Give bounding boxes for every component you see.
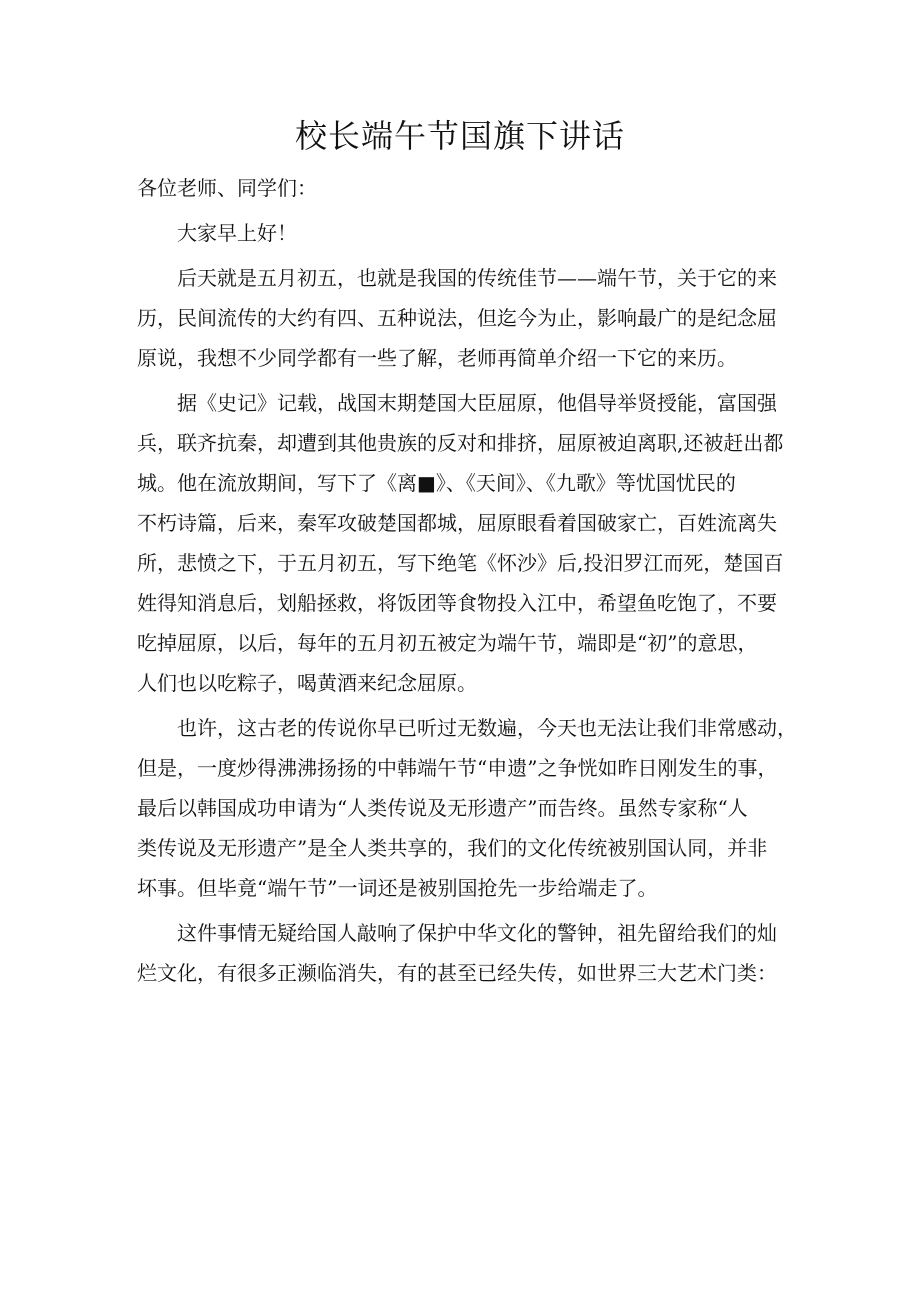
text-line: 也许，这古老的传说你早已听过无数遍，今天也无法让我们非常感动， [177, 716, 797, 740]
document-title: 校长端午节国旗下讲话 [294, 117, 625, 155]
text-line: 类传说及无形遗产”是全人类共享的，我们的文化传统被别国认同，并非 [137, 836, 768, 860]
text-line: 各位老师、同学们： [137, 176, 317, 200]
text-line: 但是，一度炒得沸沸扬扬的中韩端午节“申遗”之争恍如昨日刚发生的事， [137, 756, 778, 780]
document-body [137, 168, 795, 993]
text-line: 兵，联齐抗秦，却遭到其他贵族的反对和排挤，屈原被迫离职,还被赶出都 [137, 431, 784, 455]
text-line: 历，民间流传的大约有四、五种说法，但迄今为止，影响最广的是纪念屈 [137, 306, 777, 330]
text-line: 城。他在流放期间，写下了《离■》、《天间》、《九歌》等忧国忧民的 [137, 471, 736, 495]
text-line: 后天就是五月初五，也就是我国的传统佳节——端午节，关于它的来 [177, 266, 777, 290]
text-line: 不朽诗篇，后来，秦军攻破楚国都城，屈原眼看着国破家亡，百姓流离失 [137, 511, 777, 535]
text-line: 大家早上好！ [177, 221, 297, 245]
text-line: 据《史记》记载，战国末期楚国大臣屈原，他倡导举贤授能，富国强 [177, 391, 777, 415]
text-line: 最后以韩国成功申请为“人类传说及无形遗产”而告终。虽然专家称“人 [137, 796, 748, 820]
text-line: 姓得知消息后，划船拯救，将饭团等食物投入江中，希望鱼吃饱了，不要 [137, 591, 777, 615]
text-line: 这件事情无疑给国人敲响了保护中华文化的警钟，祖先留给我们的灿 [177, 921, 777, 945]
text-line: 坏事。但毕竟“端午节”一词还是被别国抢先一步给端走了。 [137, 876, 658, 900]
text-line: 原说，我想不少同学都有一些了解，老师再简单介绍一下它的来历。 [137, 346, 737, 370]
text-line: 烂文化，有很多正濒临消失，有的甚至已经失传，如世界三大艺术门类： [137, 961, 777, 985]
text-line: 吃掉屈原，以后，每年的五月初五被定为端午节，端即是“初”的意思， [137, 631, 758, 655]
text-line: 所，悲愤之下，于五月初五，写下绝笔《怀沙》后,投汨罗江而死，楚国百 [137, 551, 784, 575]
text-line: 人们也以吃粽子，喝黄酒来纪念屈原。 [137, 671, 477, 695]
